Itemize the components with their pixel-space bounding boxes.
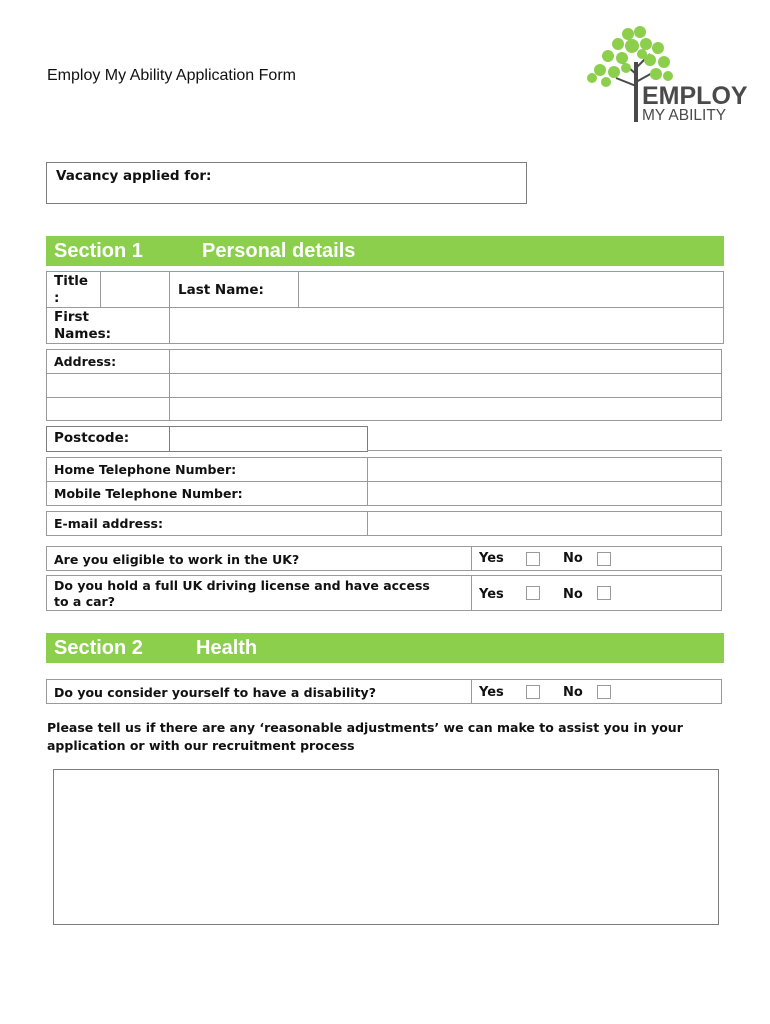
section-2-title: Health (196, 637, 258, 659)
disability-question: Do you consider yourself to have a disability? (54, 685, 376, 700)
adjustments-prompt (47, 719, 737, 755)
adjustments-textarea[interactable] (53, 769, 719, 925)
eligible-question-cell (46, 546, 472, 571)
email-label: E-mail address: (54, 516, 163, 531)
address-line-1-input[interactable] (169, 349, 722, 374)
driving-no-checkbox[interactable] (597, 586, 611, 600)
home-phone-label-cell (46, 457, 368, 482)
home-phone-input[interactable] (367, 457, 722, 482)
section-1-number: Section 1 (54, 240, 143, 262)
disability-question-cell (46, 679, 472, 704)
title-label-colon: : (54, 290, 60, 306)
address-label: Address: (54, 354, 117, 369)
eligible-yes-label: Yes (479, 551, 504, 566)
adjustments-prompt-line-2: application or with our recruitment process (47, 738, 355, 753)
driving-yes-checkbox[interactable] (526, 586, 540, 600)
first-names-label-2: Names: (54, 326, 112, 342)
mobile-phone-label: Mobile Telephone Number: (54, 486, 243, 501)
driving-question-2: to a car? (54, 594, 115, 609)
driving-answer-cell (471, 575, 722, 611)
disability-answer-cell (471, 679, 722, 704)
driving-no-label: No (563, 587, 583, 602)
first-names-label: First (54, 309, 89, 325)
mobile-phone-input[interactable] (367, 481, 722, 506)
driving-question-cell (46, 575, 472, 611)
vacancy-field[interactable] (46, 162, 527, 204)
address-label-cell-2 (46, 373, 170, 398)
adjustments-prompt-line-1: Please tell us if there are any ‘reasonable adjustments’ we can make to assist you in your (47, 720, 683, 735)
home-phone-label: Home Telephone Number: (54, 462, 237, 477)
first-names-input[interactable] (169, 307, 724, 344)
first-names-label-cell (46, 307, 170, 344)
postcode-input[interactable] (169, 426, 368, 452)
title-label: Title (54, 273, 89, 289)
eligible-yes-checkbox[interactable] (526, 552, 540, 566)
last-name-label: Last Name: (178, 282, 264, 298)
address-label-cell (46, 349, 170, 374)
disability-no-checkbox[interactable] (597, 685, 611, 699)
last-name-label-cell (169, 271, 299, 308)
logo-text-employ: EMPLOY (642, 82, 748, 110)
driving-yes-label: Yes (479, 587, 504, 602)
employ-my-ability-logo (580, 24, 750, 128)
disability-yes-label: Yes (479, 685, 504, 700)
logo-text-my-ability: MY ABILITY (642, 107, 727, 124)
email-label-cell (46, 511, 368, 536)
section-1-title: Personal details (202, 240, 356, 262)
eligible-no-label: No (563, 551, 583, 566)
email-input[interactable] (367, 511, 722, 536)
divider (367, 450, 722, 451)
eligible-no-checkbox[interactable] (597, 552, 611, 566)
postcode-label-cell (46, 426, 170, 452)
title-label-cell (46, 271, 101, 308)
disability-no-label: No (563, 685, 583, 700)
vacancy-label: Vacancy applied for: (56, 168, 212, 184)
section-2-header (46, 633, 724, 663)
disability-yes-checkbox[interactable] (526, 685, 540, 699)
mobile-phone-label-cell (46, 481, 368, 506)
eligible-question: Are you eligible to work in the UK? (54, 552, 300, 567)
postcode-label: Postcode: (54, 430, 130, 446)
title-input[interactable] (100, 271, 170, 308)
address-line-2-input[interactable] (169, 373, 722, 398)
driving-question: Do you hold a full UK driving license and have access (54, 578, 430, 593)
eligible-answer-cell (471, 546, 722, 571)
section-1-header (46, 236, 724, 266)
address-label-cell-3 (46, 397, 170, 421)
document-title: Employ My Ability Application Form (47, 67, 296, 84)
section-2-number: Section 2 (54, 637, 143, 659)
address-line-3-input[interactable] (169, 397, 722, 421)
last-name-input[interactable] (298, 271, 724, 308)
